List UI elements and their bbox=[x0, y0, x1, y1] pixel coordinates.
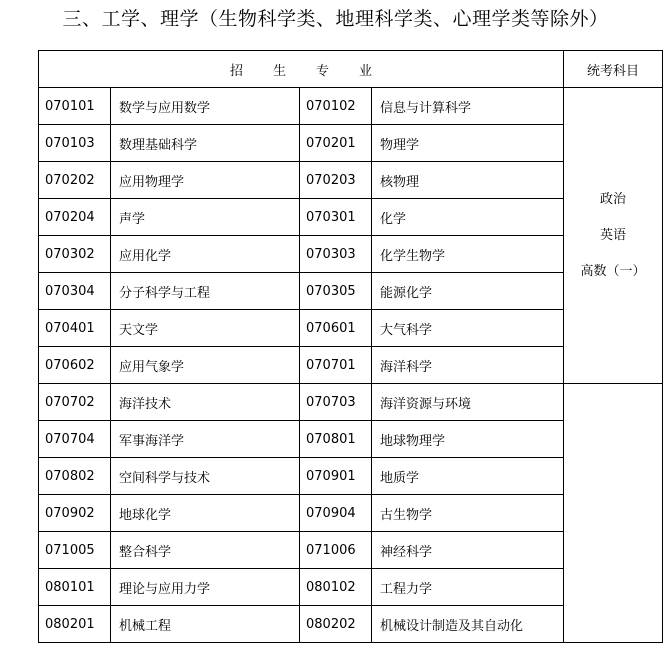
major-code-right: 070701 bbox=[300, 347, 372, 384]
major-code-right: 070203 bbox=[300, 162, 372, 199]
major-name-right: 化学生物学 bbox=[372, 236, 564, 273]
major-code-left: 070202 bbox=[39, 162, 111, 199]
header-major bbox=[39, 51, 564, 88]
major-code-left: 070304 bbox=[39, 273, 111, 310]
major-name-left: 地球化学 bbox=[111, 495, 300, 532]
header-subjects: 统考科目 bbox=[564, 51, 663, 88]
major-code-right: 070901 bbox=[300, 458, 372, 495]
major-code-left: 070602 bbox=[39, 347, 111, 384]
major-name-left: 分子科学与工程 bbox=[111, 273, 300, 310]
major-name-right: 工程力学 bbox=[372, 569, 564, 606]
major-code-right: 070801 bbox=[300, 421, 372, 458]
major-code-left: 070204 bbox=[39, 199, 111, 236]
major-code-left: 070101 bbox=[39, 88, 111, 125]
major-name-left: 机械工程 bbox=[111, 606, 300, 643]
major-name-right: 物理学 bbox=[372, 125, 564, 162]
major-name-left: 应用物理学 bbox=[111, 162, 300, 199]
major-name-right: 化学 bbox=[372, 199, 564, 236]
majors-table bbox=[38, 50, 663, 643]
major-code-left: 080201 bbox=[39, 606, 111, 643]
exam-subjects-cell-empty bbox=[564, 384, 663, 643]
major-name-right: 信息与计算科学 bbox=[372, 88, 564, 125]
major-code-left: 070103 bbox=[39, 125, 111, 162]
major-name-right: 古生物学 bbox=[372, 495, 564, 532]
major-name-right: 地球物理学 bbox=[372, 421, 564, 458]
major-name-right: 地质学 bbox=[372, 458, 564, 495]
major-code-left: 070302 bbox=[39, 236, 111, 273]
major-code-left: 070704 bbox=[39, 421, 111, 458]
major-name-right: 大气科学 bbox=[372, 310, 564, 347]
major-name-left: 空间科学与技术 bbox=[111, 458, 300, 495]
table-row bbox=[39, 88, 663, 125]
major-code-right: 070301 bbox=[300, 199, 372, 236]
major-name-left: 海洋技术 bbox=[111, 384, 300, 421]
table-header-row bbox=[39, 51, 663, 88]
major-code-right: 070201 bbox=[300, 125, 372, 162]
major-name-left: 声学 bbox=[111, 199, 300, 236]
major-name-left: 应用气象学 bbox=[111, 347, 300, 384]
major-name-left: 数学与应用数学 bbox=[111, 88, 300, 125]
major-code-right: 070601 bbox=[300, 310, 372, 347]
major-code-left: 080101 bbox=[39, 569, 111, 606]
major-code-left: 070902 bbox=[39, 495, 111, 532]
header-major-label: 招生专业 bbox=[230, 63, 403, 79]
major-code-right: 071006 bbox=[300, 532, 372, 569]
major-name-left: 军事海洋学 bbox=[111, 421, 300, 458]
page-title: 三、工学、理学（生物科学类、地理科学类、心理学类等除外） bbox=[62, 8, 609, 30]
major-code-left: 070702 bbox=[39, 384, 111, 421]
exam-subject: 英语 bbox=[600, 227, 627, 243]
exam-subject: 政治 bbox=[600, 191, 627, 207]
major-name-left: 理论与应用力学 bbox=[111, 569, 300, 606]
major-code-left: 070802 bbox=[39, 458, 111, 495]
major-name-left: 整合科学 bbox=[111, 532, 300, 569]
table-row bbox=[39, 384, 663, 421]
major-code-right: 070305 bbox=[300, 273, 372, 310]
major-name-left: 应用化学 bbox=[111, 236, 300, 273]
major-code-right: 070303 bbox=[300, 236, 372, 273]
major-code-right: 070904 bbox=[300, 495, 372, 532]
exam-subject: 高数（一） bbox=[580, 263, 646, 279]
major-name-right: 机械设计制造及其自动化 bbox=[372, 606, 564, 643]
exam-subjects-cell bbox=[564, 88, 663, 384]
major-code-right: 080102 bbox=[300, 569, 372, 606]
major-name-right: 海洋资源与环境 bbox=[372, 384, 564, 421]
major-code-left: 071005 bbox=[39, 532, 111, 569]
major-name-right: 核物理 bbox=[372, 162, 564, 199]
major-code-left: 070401 bbox=[39, 310, 111, 347]
major-name-left: 数理基础科学 bbox=[111, 125, 300, 162]
major-name-right: 海洋科学 bbox=[372, 347, 564, 384]
major-code-right: 070703 bbox=[300, 384, 372, 421]
major-name-left: 天文学 bbox=[111, 310, 300, 347]
major-code-right: 080202 bbox=[300, 606, 372, 643]
major-code-right: 070102 bbox=[300, 88, 372, 125]
major-name-right: 能源化学 bbox=[372, 273, 564, 310]
major-name-right: 神经科学 bbox=[372, 532, 564, 569]
